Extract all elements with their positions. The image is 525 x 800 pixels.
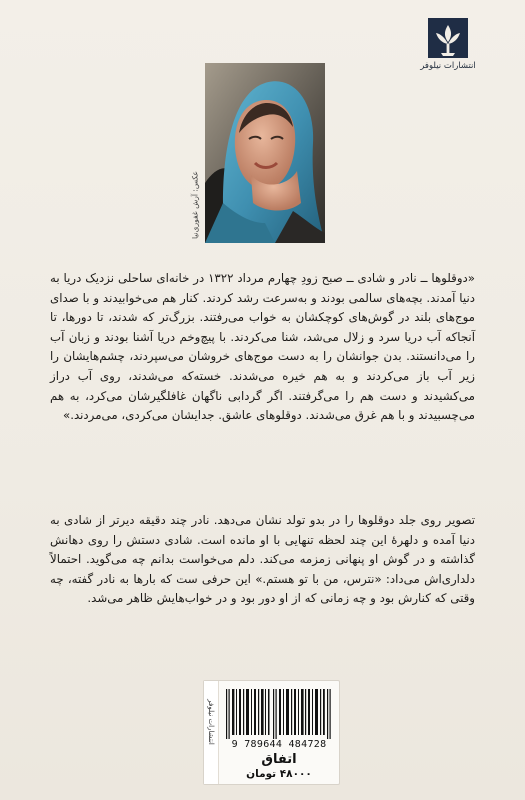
publisher-name: انتشارات نیلوفر [420,61,476,71]
blurb-text-2: تصویر روی جلد دوقلوها را در بدو تولد نشان می‌دهد. نادر چند دقیقه دیرتر از شادی به دنیا آمده و دلهرهٔ این چند لحظه تنهایی با او مانده است. شادی دستش را روی دهانش گذاشته و در گوش او پنهانی زمزمه می‌کند. دلم می‌خواست بدانم چه می‌گوید. احتمالاً دلداری‌اش می‌داد: «نترس، من با تو هستم.» این حرفی ست که بارها به نادر گفته، چه وقتی که کنارش بود و چه زمانی که از او دور بود و در خواب‌هایش ظاهر می‌شد. [50,513,475,606]
blurb-paragraph-1 [50,269,475,426]
barcode-icon [224,689,334,739]
card-publisher-name: انتشارات نیلوفر [207,699,215,746]
isbn-number: 9 789644 484728 [231,739,327,750]
card-publisher-strip [204,681,219,784]
photo-credit [188,160,202,250]
photo-credit-text: عکس: آرش غفوری‌نیا [190,170,200,240]
book-price: ۴۸۰۰۰ تومان [246,768,312,780]
blurb-text-1: «دوقلوها ــ نادر و شادی ــ صبح زودِ چهارم مرداد ۱۳۲۲ در خانه‌ای ساحلی نزدیک دریا به دنیا آمدند. بچه‌های سالمی بودند و به‌سرعت رشد کردند. کنار هم می‌خوابیدند و با صدای موج‌های بلند در گوش‌های کوچکشان به خواب می‌رفتند. بزرگ‌تر که شدند، تا دورها، تا آنجاکه آب دریا سرد و زلال می‌شد، شنا می‌کردند. با پیچ‌وخم دریا آشنا بودند و زبان آب را می‌دانستند. بدن جوانشان را به دست موج‌های خروشان می‌سپردند، چشم‌هایشان را زیر آب باز می‌کردند و به هم خیره می‌شدند. خسته‌که می‌شدند، روی آب دراز می‌کشیدند و دست هم را می‌گرفتند. اگر گردابی ناگهان غافلگیرشان می‌کرد، به هم می‌چسبیدند و با هم غرق می‌شدند. دوقلوهای عاشق. جدایشان می‌کردی، می‌مردند.» [50,271,475,423]
author-photo [205,63,325,243]
blurb-paragraph-2 [50,511,475,609]
lotus-icon [428,18,468,58]
book-title: اتفاق [261,752,297,767]
publisher-logo [418,18,478,71]
barcode-label [203,680,340,785]
